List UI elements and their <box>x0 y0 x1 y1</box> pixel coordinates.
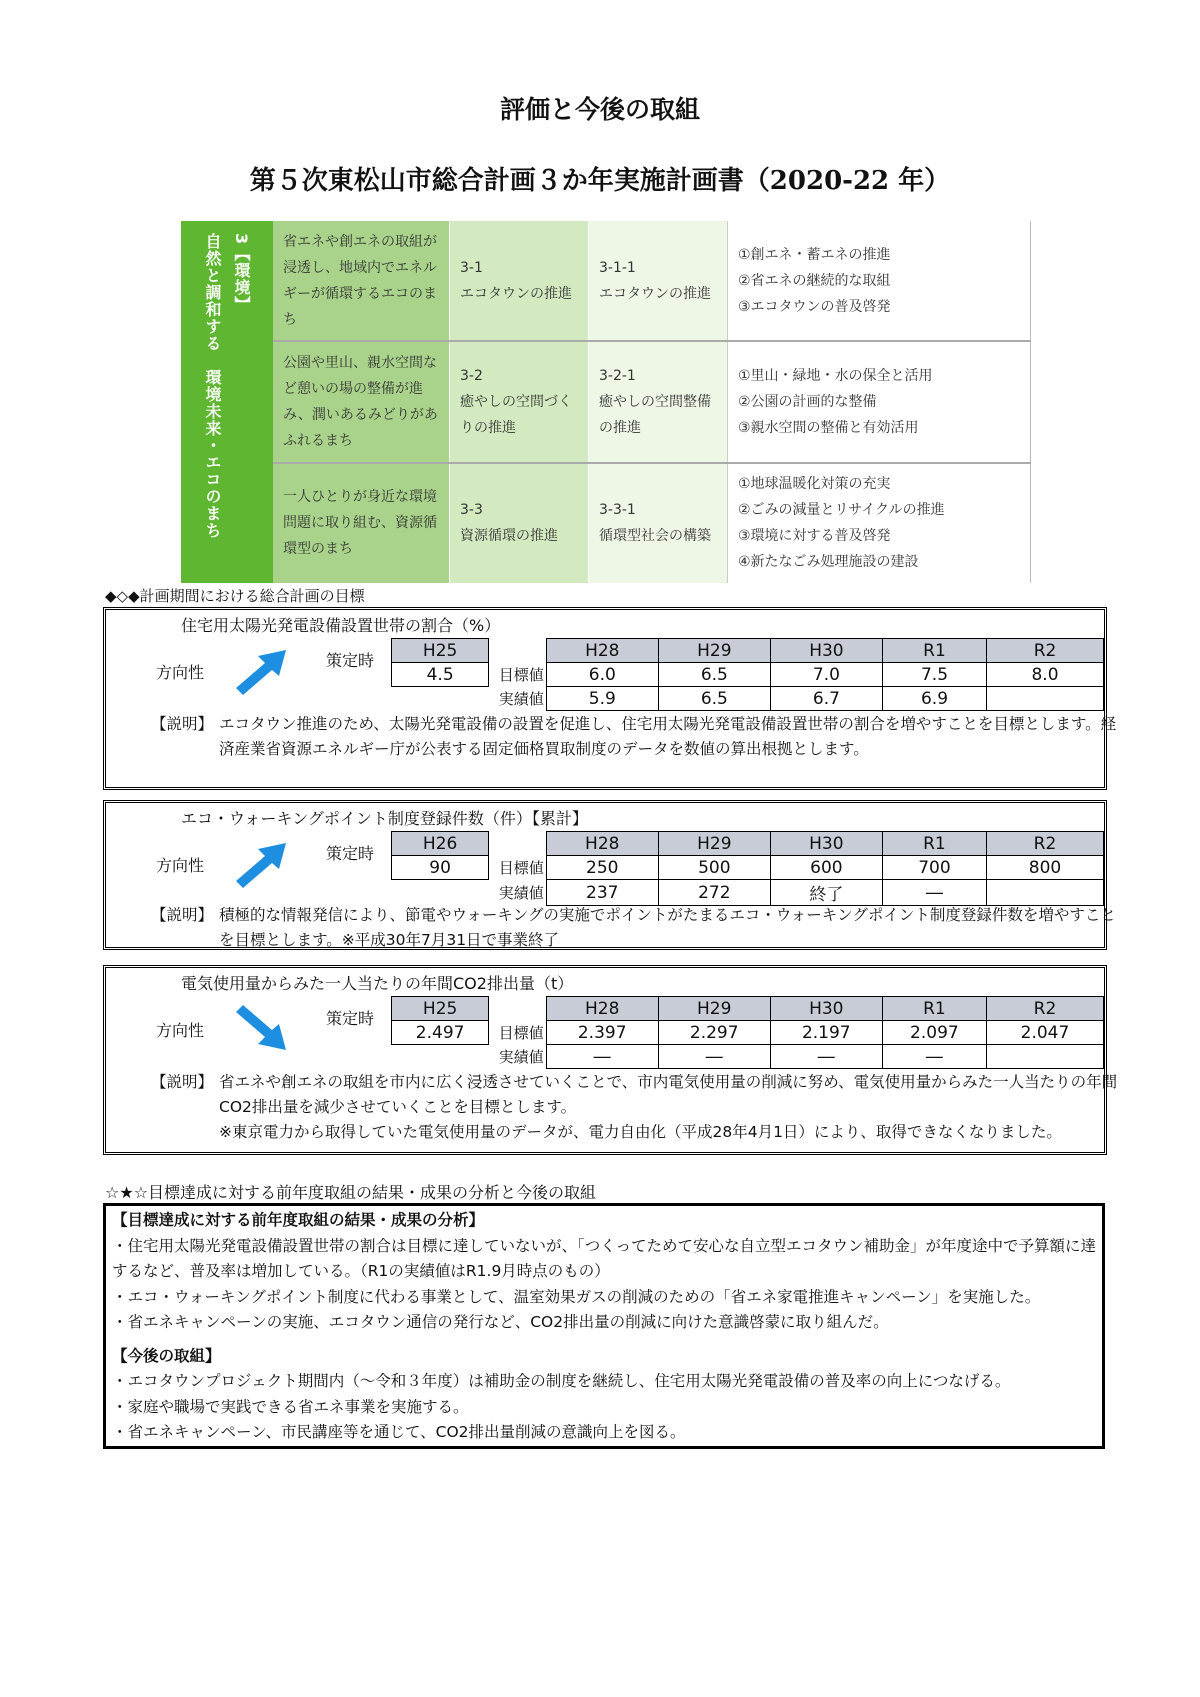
arrow-down-right-icon <box>231 1004 291 1054</box>
target-value: 700 <box>882 856 986 880</box>
direction-label: 方向性 <box>156 1021 205 1040</box>
plan-item: ②省エネの継続的な取組 <box>738 272 891 289</box>
target-value: 8.0 <box>987 663 1104 687</box>
plan-item: ④新たなごみ処理施設の建設 <box>738 554 919 571</box>
result-item: ・住宅用太陽光発電設備設置世帯の割合は目標に達していないが、「つくってためて安心な自立型エコタウン補助金」が年度途中で予算額に達するなど、普及率は増加している。（R1の実績値はR1.9月時点のもの） <box>112 1236 1096 1280</box>
arrow-up-right-icon <box>231 839 291 889</box>
year-header: H28 <box>546 639 658 663</box>
policy-column <box>181 221 273 583</box>
year-header: H30 <box>770 639 882 663</box>
baseline-label: 策定時 <box>326 1009 375 1028</box>
plan-items <box>727 464 1031 583</box>
baseline-label: 策定時 <box>326 844 375 863</box>
goal-box <box>103 965 1118 1155</box>
target-value: 2.297 <box>658 1021 770 1045</box>
future-item: ・省エネキャンペーン、市民講座等を通じて、CO2排出量削減の意識向上を図る。 <box>112 1423 686 1441</box>
arrow-up-right-icon <box>231 646 291 696</box>
plan-item: ③親水空間の整備と有効活用 <box>738 419 919 436</box>
target-value: 600 <box>770 856 882 880</box>
target-value: 2.197 <box>770 1021 882 1045</box>
actual-label: 実績値 <box>498 690 544 708</box>
plan-goal: 一人ひとりが身近な環境問題に取り組む、資源循環型のまち <box>273 464 449 583</box>
plan-goal: 公園や里山、親水空間など憩いの場の整備が進み、潤いあるみどりがあふれるまち <box>273 342 449 461</box>
year-header: R1 <box>882 997 986 1021</box>
goal-title: エコ・ウォーキングポイント制度登録件数（件）【累計】 <box>181 809 588 828</box>
actual-value: 5.9 <box>546 687 658 711</box>
baseline-label: 策定時 <box>326 651 375 670</box>
future-title: 【今後の取組】 <box>112 1346 221 1365</box>
direction-label: 方向性 <box>156 663 205 682</box>
base-year: H25 <box>392 997 489 1021</box>
plan-sub-measure: 3-2-1 癒やしの空間整備の推進 <box>588 342 727 461</box>
plan-title: 第５次東松山市総合計画３か年実施計画書（2020-22 年） <box>249 166 951 196</box>
target-label: 目標値 <box>498 859 544 877</box>
explain-text: 積極的な情報発信により、節電やウォーキングの実施でポイントがたまるエコ・ウォーキングポイント制度登録件数を増やすことを目標とします。※平成30年7月31日で事業終了 <box>219 906 1116 949</box>
target-value: 7.5 <box>882 663 986 687</box>
result-item: ・エコ・ウォーキングポイント制度に代わる事業として、温室効果ガスの削減のための「省エネ家電推進キャンペーン」を実施した。 <box>112 1287 1041 1306</box>
explain-text: エコタウン推進のため、太陽光発電設備の設置を促進し、住宅用太陽光発電設備設置世帯の割合を増やすことを目標とします。経済産業省資源エネルギー庁が公表する固定価格買取制度のデータを数値の算出根拠とします。 <box>219 715 1117 758</box>
goals-heading: ◆◇◆計画期間における総合計画の目標 <box>105 587 365 605</box>
year-header: H30 <box>770 997 882 1021</box>
year-header: H30 <box>770 832 882 856</box>
year-header: R1 <box>882 832 986 856</box>
policy-number: 3【環境】 <box>232 233 251 314</box>
actual-label: 実績値 <box>498 1048 544 1066</box>
target-label: 目標値 <box>498 1024 544 1042</box>
plan-sub-measure: 3-1-1 エコタウンの推進 <box>588 221 727 340</box>
plan-item: ②公園の計画的な整備 <box>738 393 877 410</box>
plan-table <box>181 221 1031 583</box>
target-value: 6.0 <box>546 663 658 687</box>
year-header: H29 <box>658 832 770 856</box>
plan-items <box>727 342 1031 461</box>
plan-item: ①里山・緑地・水の保全と活用 <box>738 367 933 384</box>
year-header: H28 <box>546 997 658 1021</box>
direction-label: 方向性 <box>156 856 205 875</box>
target-label: 目標値 <box>498 666 544 684</box>
plan-sub-measure: 3-3-1 循環型社会の構築 <box>588 464 727 583</box>
explain-text: ※東京電力から取得していた電気使用量のデータが、電力自由化（平成28年4月1日）により、取得できなくなりました。 <box>219 1123 1062 1141</box>
plan-row <box>273 342 1031 463</box>
actual-value: 237 <box>546 880 658 906</box>
goal-title: 電気使用量からみた一人当たりの年間CO2排出量（t） <box>181 974 574 993</box>
actual-value: ― <box>546 1045 658 1069</box>
future-item: ・家庭や職場で実践できる省エネ事業を実施する。 <box>112 1397 469 1416</box>
plan-row <box>273 464 1031 583</box>
base-value: 90 <box>392 856 489 880</box>
actual-value <box>987 687 1104 711</box>
analysis-box <box>103 1203 1105 1449</box>
base-value: 2.497 <box>392 1021 489 1045</box>
actual-value <box>986 1045 1103 1069</box>
plan-row <box>273 221 1031 342</box>
base-year: H26 <box>392 832 489 856</box>
actual-value: ― <box>770 1045 882 1069</box>
target-value: 2.097 <box>882 1021 986 1045</box>
plan-goal: 省エネや創エネの取組が浸透し、地域内でエネルギーが循環するエコのまち <box>273 221 449 340</box>
actual-value: 272 <box>658 880 770 906</box>
target-value: 6.5 <box>658 663 770 687</box>
plan-items <box>727 221 1031 340</box>
goal-box <box>103 607 1117 790</box>
base-year: H25 <box>392 639 489 663</box>
year-header: R1 <box>882 639 986 663</box>
results-title: 【目標達成に対する前年度取組の結果・成果の分析】 <box>112 1211 485 1229</box>
year-header: H28 <box>546 832 658 856</box>
plan-item: ①地球温暖化対策の充実 <box>738 476 891 493</box>
plan-item: ①創エネ・蓄エネの推進 <box>738 246 891 263</box>
target-value: 800 <box>987 856 1104 880</box>
target-value: 2.047 <box>986 1021 1103 1045</box>
goal-title: 住宅用太陽光発電設備設置世帯の割合（%） <box>181 616 501 635</box>
actual-label: 実績値 <box>498 884 544 902</box>
plan-measure: 3-1 エコタウンの推進 <box>449 221 588 340</box>
target-value: 500 <box>658 856 770 880</box>
target-value: 7.0 <box>770 663 882 687</box>
actual-value: ― <box>882 880 986 906</box>
explain-text: 省エネや創エネの取組を市内に広く浸透させていくことで、市内電気使用量の削減に努め、電気使用量からみた一人当たりの年間CO2排出量を減少させていくことを目標とします。 <box>219 1073 1118 1116</box>
target-value: 250 <box>546 856 658 880</box>
actual-value: 6.9 <box>882 687 986 711</box>
year-header: H29 <box>658 639 770 663</box>
plan-item: ③環境に対する普及啓発 <box>738 528 891 545</box>
year-header: R2 <box>987 832 1104 856</box>
base-value: 4.5 <box>392 663 489 687</box>
target-value: 2.397 <box>546 1021 658 1045</box>
policy-name: 自然と調和する 環境未来・エコのまち <box>203 233 222 539</box>
explain-label: 【説明】 <box>151 715 214 733</box>
analysis-heading: ☆★☆目標達成に対する前年度取組の結果・成果の分析と今後の取組 <box>105 1183 597 1202</box>
plan-item: ③エコタウンの普及啓発 <box>738 298 891 315</box>
actual-value: ― <box>658 1045 770 1069</box>
future-item: ・エコタウンプロジェクト期間内（～令和３年度）は補助金の制度を継続し、住宅用太陽光発電設備の普及率の向上につなげる。 <box>112 1372 1011 1390</box>
actual-value: 6.5 <box>658 687 770 711</box>
explain-label: 【説明】 <box>151 1073 214 1091</box>
actual-value <box>987 880 1104 906</box>
page-title: 評価と今後の取組 <box>499 95 700 124</box>
explain-label: 【説明】 <box>151 906 214 924</box>
goal-box <box>103 800 1116 950</box>
actual-value: 6.7 <box>770 687 882 711</box>
year-header: R2 <box>986 997 1103 1021</box>
actual-value: 終了 <box>770 880 882 906</box>
plan-measure: 3-3 資源循環の推進 <box>449 464 588 583</box>
actual-value: ― <box>882 1045 986 1069</box>
result-item: ・省エネキャンペーンの実施、エコタウン通信の発行など、CO2排出量の削減に向けた意識啓蒙に取り組んだ。 <box>112 1313 889 1331</box>
plan-measure: 3-2 癒やしの空間づくりの推進 <box>449 342 588 461</box>
plan-item: ②ごみの減量とリサイクルの推進 <box>738 502 945 519</box>
year-header: R2 <box>987 639 1104 663</box>
year-header: H29 <box>658 997 770 1021</box>
